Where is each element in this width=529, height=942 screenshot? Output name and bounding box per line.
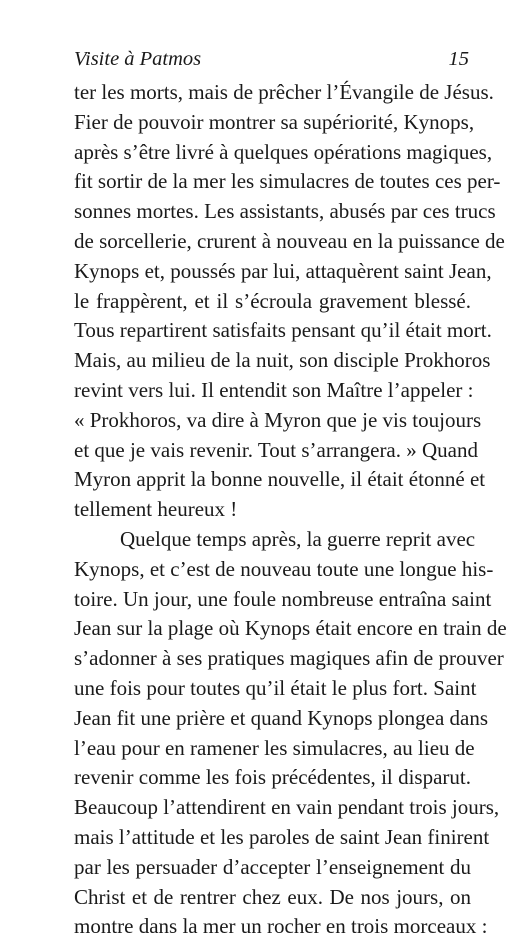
text-line: le frappèrent, et il s’écroula gravement blessé. — [74, 288, 471, 313]
page-number: 15 — [448, 48, 469, 70]
text-line: Fier de pouvoir montrer sa supériorité, Kynops, — [74, 109, 475, 134]
text-line: toire. Un jour, une foule nombreuse entraîna saint — [74, 586, 492, 611]
text-line: montre dans la mer un rocher en trois morceaux : — [74, 914, 488, 939]
text-line: mais l’attitude et les paroles de saint Jean finirent — [74, 824, 490, 849]
text-line: par les persuader d’accepter l’enseignement du — [74, 854, 471, 879]
text-line: Tous repartirent satisfaits pensant qu’il était mort. — [74, 318, 492, 343]
text-line: de sorcellerie, crurent à nouveau en la puissance de — [74, 228, 505, 253]
paragraph-first-line: Quelque temps après, la guerre reprit avec — [120, 526, 476, 551]
text-line: s’adonner à ses pratiques magiques afin de prouver — [74, 646, 504, 671]
text-line: Kynops, et c’est de nouveau toute une longue his- — [74, 556, 494, 581]
text-line: Jean sur la plage où Kynops était encore en train de — [74, 616, 507, 641]
text-line: Beaucoup l’attendirent en vain pendant trois jours, — [74, 795, 500, 820]
text-line: et que je vais revenir. Tout s’arrangera. » Quand — [74, 437, 478, 462]
text-line: après s’être livré à quelques opérations magiques, — [74, 139, 493, 164]
text-line: fit sortir de la mer les simulacres de toutes ces per- — [74, 169, 501, 194]
text-line: l’eau pour en ramener les simulacres, au lieu de — [74, 735, 475, 760]
text-line: revint vers lui. Il entendit son Maître l’appeler : — [74, 377, 474, 402]
text-line: Myron apprit la bonne nouvelle, il était étonné et — [74, 467, 486, 492]
text-line: Mais, au milieu de la nuit, son disciple Prokhoros — [74, 348, 491, 373]
text-line: sonnes mortes. Les assistants, abusés par ces trucs — [74, 199, 496, 224]
text-line: Kynops et, poussés par lui, attaquèrent saint Jean, — [74, 258, 492, 283]
running-title: Visite à Patmos — [74, 48, 202, 70]
running-header — [74, 44, 469, 74]
paragraph-end-line: tellement heureux ! — [74, 497, 238, 522]
text-line: Christ et de rentrer chez eux. De nos jours, on — [74, 884, 471, 909]
text-line: « Prokhoros, va dire à Myron que je vis toujours — [74, 407, 482, 432]
text-line: revenir comme les fois précédentes, il disparut. — [74, 765, 471, 790]
text-line: Jean fit une prière et quand Kynops plongea dans — [74, 705, 489, 730]
text-line: ter les morts, mais de prêcher l’Évangile de Jésus. — [74, 80, 494, 104]
body-text — [74, 78, 507, 942]
text-line: une fois pour toutes qu’il était le plus fort. Saint — [74, 675, 477, 700]
